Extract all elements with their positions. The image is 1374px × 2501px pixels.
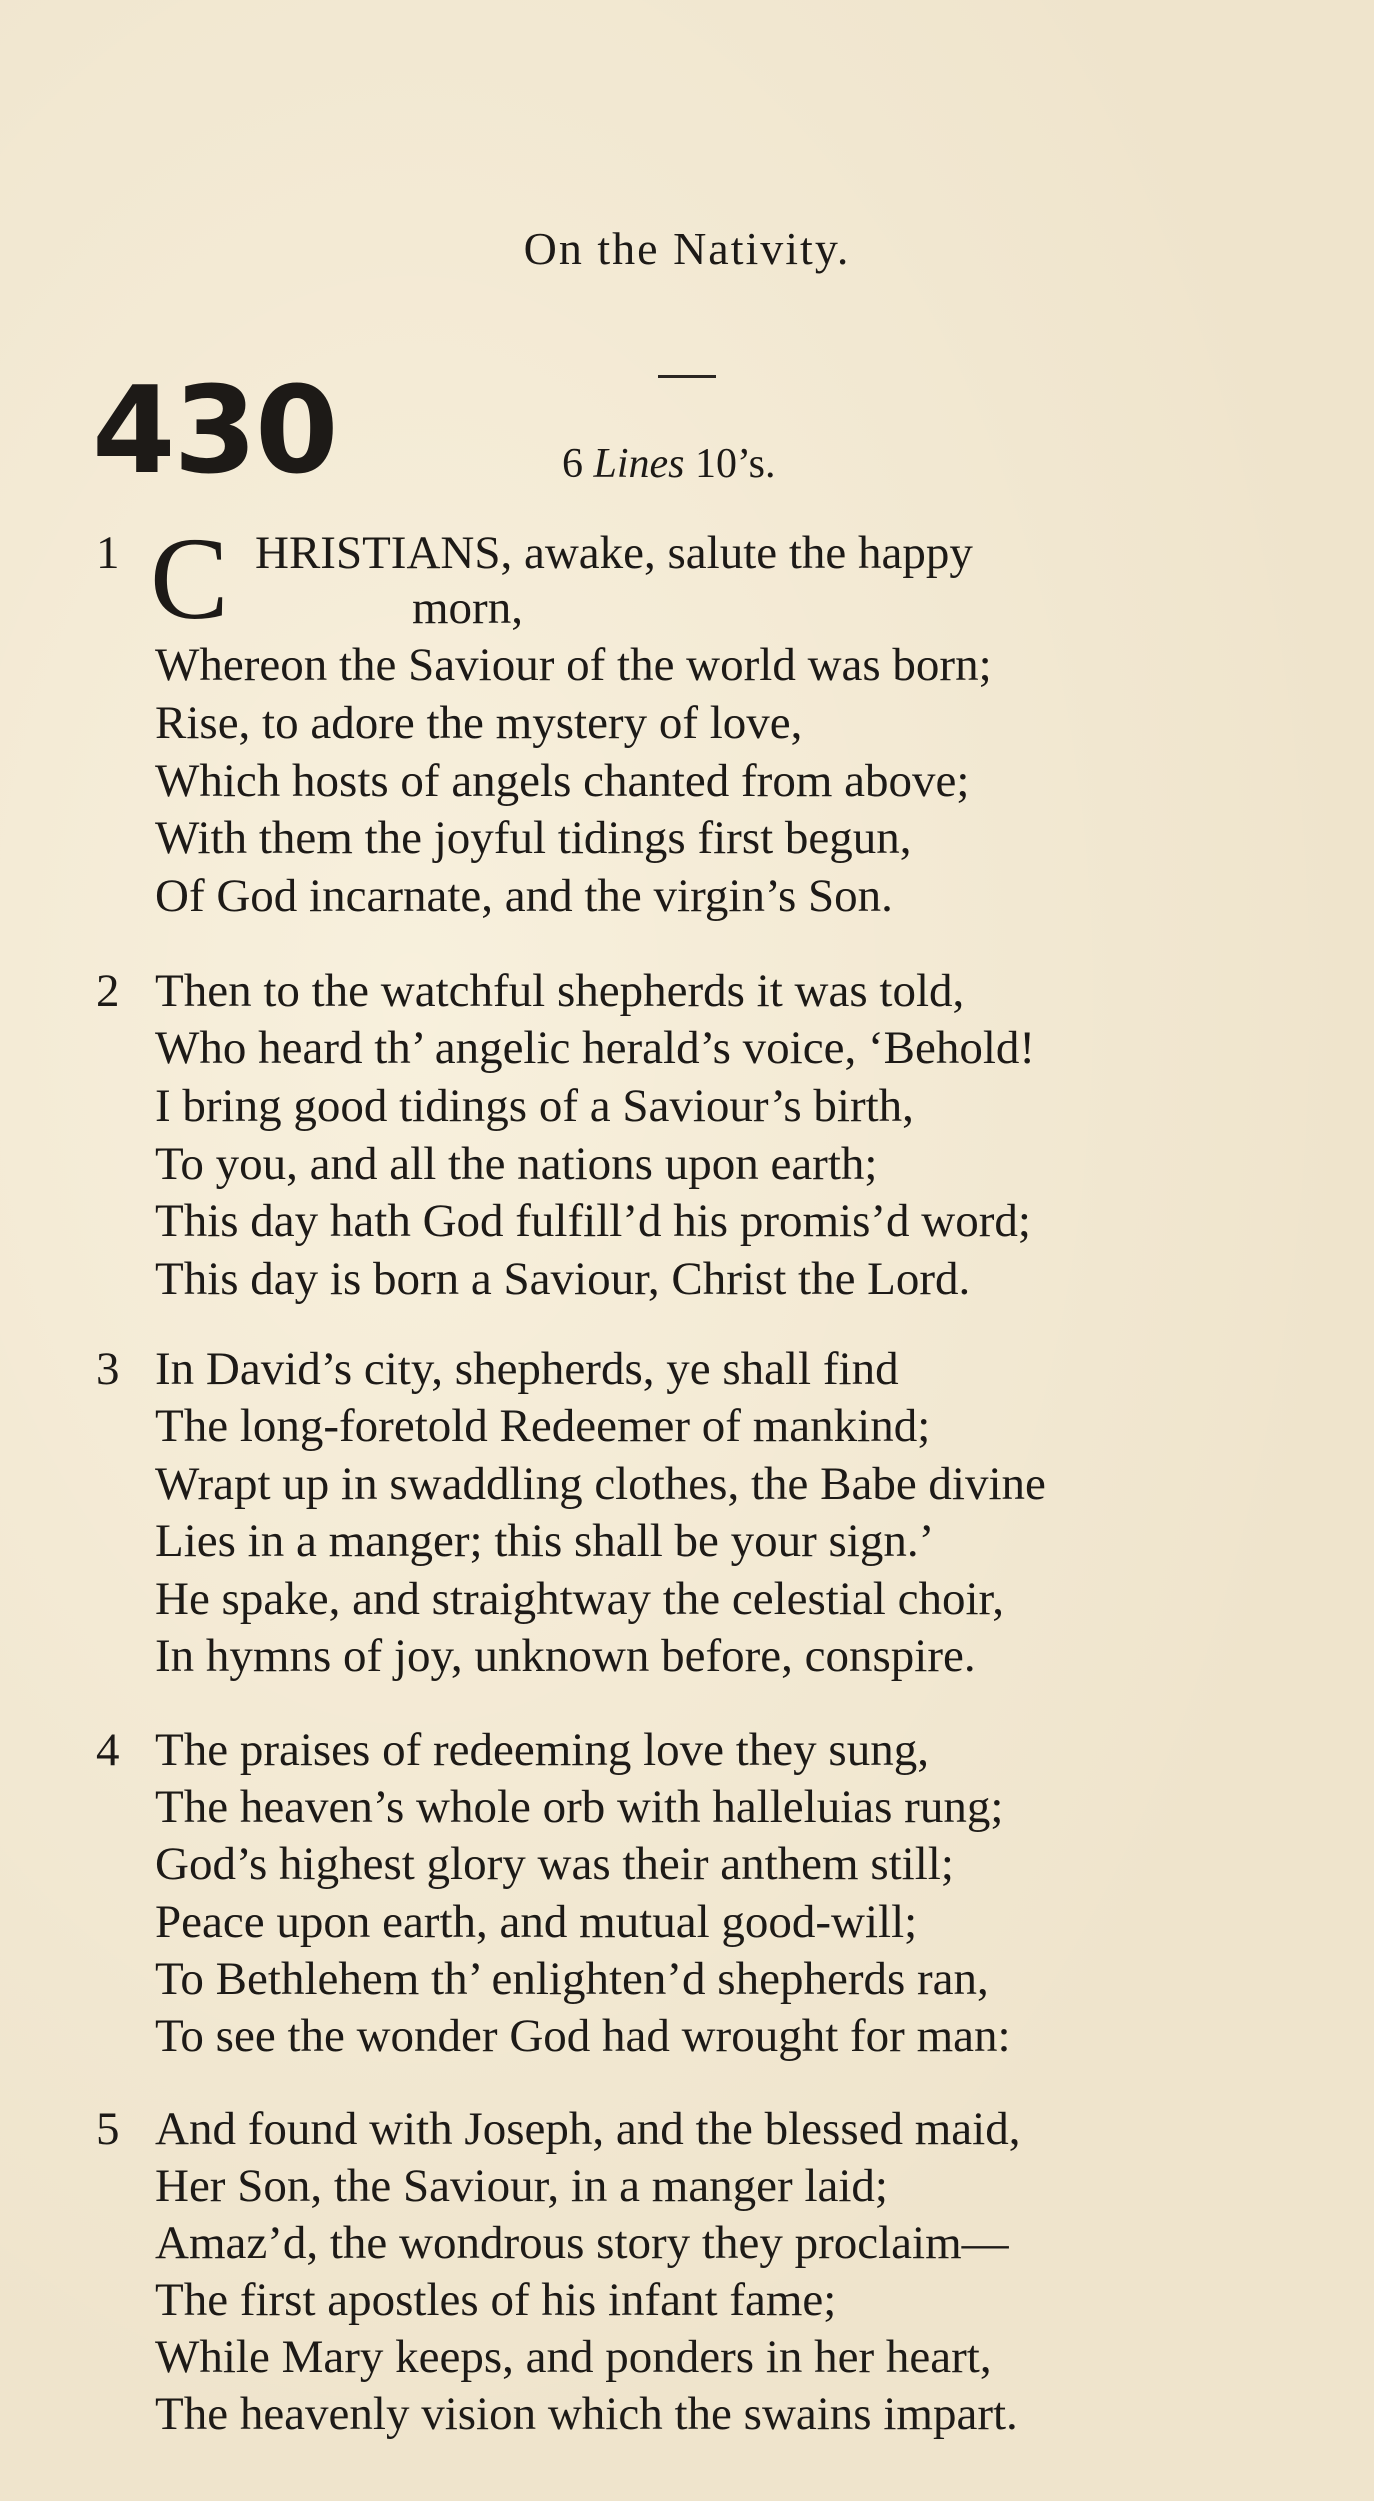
verse-line: The heavenly vision which the swains impart.	[155, 2388, 1018, 2440]
verse-line: To you, and all the nations upon earth;	[155, 1138, 878, 1190]
verse-line: Which hosts of angels chanted from above;	[155, 755, 970, 807]
meter-lines: Lines	[593, 441, 685, 487]
verse-line: I bring good tidings of a Saviour’s birth,	[155, 1080, 914, 1132]
title-divider	[658, 375, 716, 378]
verse-number: 4	[96, 1724, 120, 1776]
verse-line: In David’s city, shepherds, ye shall find	[155, 1343, 899, 1395]
verse-line: Wrapt up in swaddling clothes, the Babe divine	[155, 1458, 1046, 1510]
verse-line: To Bethlehem th’ enlighten’d shepherds ran,	[155, 1953, 989, 2005]
verse-number: 5	[96, 2103, 120, 2155]
verse-line: Amaz’d, the wondrous story they proclaim—	[155, 2217, 1009, 2269]
hymn-meter	[562, 440, 776, 488]
hymn-number: 430	[92, 362, 337, 501]
verse-line: And found with Joseph, and the blessed maid,	[155, 2103, 1021, 2155]
verse-line: To see the wonder God had wrought for man:	[155, 2010, 1011, 2062]
verse-line: morn,	[412, 582, 523, 634]
verse-number: 1	[96, 527, 120, 579]
verse-line: The first apostles of his infant fame;	[155, 2274, 837, 2326]
verse-line: This day hath God fulfill’d his promis’d word;	[155, 1195, 1031, 1247]
meter-count: 6	[562, 441, 594, 487]
verse-line: The heaven’s whole orb with halleluias rung;	[155, 1781, 1004, 1833]
verse-line: Whereon the Saviour of the world was born;	[155, 639, 992, 691]
verse-number: 2	[96, 965, 120, 1017]
verse-line: Lies in a manger; this shall be your sign.’	[155, 1515, 935, 1567]
verse-line: In hymns of joy, unknown before, conspire.	[155, 1630, 976, 1682]
verse-line: While Mary keeps, and ponders in her heart,	[155, 2331, 992, 2383]
verse-line: This day is born a Saviour, Christ the Lord.	[155, 1253, 971, 1305]
meter-syllables: 10’s.	[684, 441, 776, 487]
verse-line: He spake, and straightway the celestial choir,	[155, 1573, 1005, 1625]
verse-line: Of God incarnate, and the virgin’s Son.	[155, 870, 893, 922]
verse-number: 3	[96, 1343, 120, 1395]
verse-line: Who heard th’ angelic herald’s voice, ‘Behold!	[155, 1022, 1036, 1074]
verse-line: With them the joyful tidings first begun,	[155, 812, 912, 864]
verse-line: HRISTIANS, awake, salute the happy	[255, 527, 973, 579]
verse-line: The praises of redeeming love they sung,	[155, 1724, 929, 1776]
verse-line: God’s highest glory was their anthem still;	[155, 1838, 954, 1890]
verse-line: Then to the watchful shepherds it was told,	[155, 965, 965, 1017]
verse-line: Her Son, the Saviour, in a manger laid;	[155, 2160, 888, 2212]
page-title: On the Nativity.	[523, 223, 851, 274]
verse-line: Peace upon earth, and mutual good-will;	[155, 1896, 918, 1948]
verse-line: The long-foretold Redeemer of mankind;	[155, 1400, 931, 1452]
drop-cap: C	[150, 513, 229, 644]
verse-line: Rise, to adore the mystery of love,	[155, 697, 803, 749]
page-heading	[0, 222, 1374, 378]
